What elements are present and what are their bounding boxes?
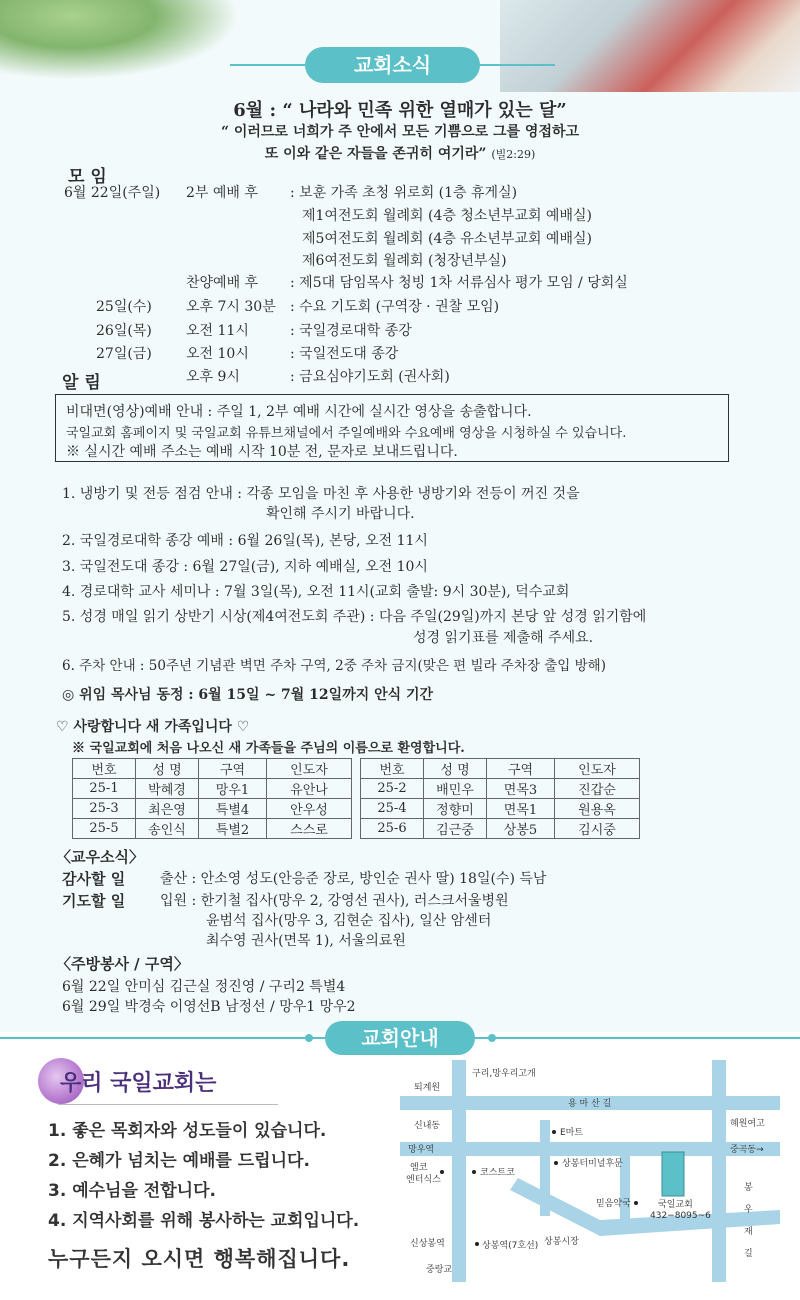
- map-road-inner: [540, 1120, 550, 1216]
- table-gap: [352, 759, 361, 779]
- map-dot-emco: [440, 1170, 444, 1174]
- map-road-main-vertical: [452, 1060, 466, 1282]
- kitchen-line1: 6월 22일 안미심 김근실 정진영 / 구리2 특별4: [62, 979, 346, 995]
- table-row: [73, 799, 640, 819]
- map-label-hyewon: 혜원여고: [730, 1119, 765, 1129]
- table-cell: 진갑순: [555, 779, 640, 799]
- map-label-top: 구리,망우리고개: [472, 1069, 536, 1079]
- map-label-gil: 길: [744, 1249, 753, 1259]
- notices-heading: 알 림: [62, 373, 101, 393]
- meeting-desc: : 국일전도대 종강: [290, 346, 399, 362]
- meeting-date: 26일(목): [96, 323, 152, 339]
- map-label-phone: 432−8095~6: [650, 1211, 711, 1221]
- table-cell: 김근중: [424, 819, 487, 839]
- choir-photo: [500, 0, 800, 92]
- meeting-desc: : 금요심야기도회 (권사회): [290, 369, 450, 385]
- church-building-icon: [662, 1152, 684, 1196]
- table-cell: 송인식: [136, 819, 199, 839]
- church-location-map: [400, 1060, 780, 1282]
- table-cell: 상봉5: [487, 819, 555, 839]
- prayer-1: 입원 : 한기철 집사(망우 2, 강영선 권사), 러스크서울병원: [160, 893, 509, 909]
- box-line3: ※ 실시간 예배 주소는 예배 시작 10분 전, 문자로 보내드립니다.: [66, 444, 458, 460]
- map-label-costco: 코스트코: [480, 1168, 515, 1178]
- box-line1: 비대면(영상)예배 안내 : 주일 1, 2부 예배 시간에 실시간 영상을 송출합니다.: [66, 404, 532, 420]
- meeting-desc: : 수요 기도회 (구역장 · 권찰 모임): [290, 299, 500, 315]
- table-header-cell: 구역: [199, 759, 267, 779]
- meeting-desc: : 보훈 가족 초청 위로회 (1층 휴게실): [290, 185, 518, 201]
- meeting-time: 2부 예배 후: [186, 185, 258, 201]
- meeting-date: 25일(수): [96, 299, 152, 315]
- meeting-desc: : 국일경로대학 종강: [290, 323, 412, 339]
- table-header-row: [73, 759, 640, 779]
- notice-5a: 5. 성경 매일 읽기 상반기 시상(제4여전도회 주관) : 다음 주일(29일)까지 본당 앞 성경 읽기함에: [62, 609, 647, 625]
- table-cell: 최은영: [136, 799, 199, 819]
- box-line2: 국일교회 홈페이지 및 국일교회 유튜브채널에서 주일예배와 수요예배 영상을 시청하실 수 있습니다.: [66, 426, 627, 441]
- table-gap: [352, 779, 361, 799]
- map-road-bongujae: [712, 1060, 726, 1282]
- guide-item-1: 1. 좋은 목회자와 성도들이 있습니다.: [48, 1121, 327, 1141]
- map-label-toegye: 퇴계원: [414, 1083, 441, 1093]
- map-label-sangbong7: 상봉역(7호선): [482, 1241, 539, 1251]
- map-label-woo: 우: [744, 1205, 753, 1215]
- notice-5b: 성경 읽기표를 제출해 주세요.: [413, 630, 594, 646]
- table-cell: 25-4: [361, 799, 424, 819]
- kitchen-heading: 〈주방봉사 / 구역〉: [56, 955, 189, 973]
- meeting-desc: 제6여전도회 월례회 (청장년부실): [302, 253, 507, 269]
- headline: 6월 : “ 나라와 민족 위한 열매가 있는 달”: [233, 100, 567, 121]
- table-cell: 망우1: [199, 779, 267, 799]
- map-road-sangbong: [510, 1178, 780, 1236]
- table-row: [73, 819, 640, 839]
- guide-dot-right: [488, 1034, 496, 1042]
- table-cell: 면목3: [487, 779, 555, 799]
- map-label-sinsangbong: 신상봉역: [410, 1239, 445, 1249]
- map-dot-costco: [472, 1170, 476, 1174]
- table-cell: 25-6: [361, 819, 424, 839]
- table-cell: 스스로: [267, 819, 352, 839]
- meeting-time: 오후 9시: [186, 369, 240, 385]
- map-label-sinnae: 신내동: [414, 1121, 441, 1131]
- table-header-cell: 번호: [73, 759, 136, 779]
- verse-line2: [0, 143, 800, 163]
- table-cell: 25-2: [361, 779, 424, 799]
- table-cell: 원용옥: [555, 799, 640, 819]
- title-line-right: [480, 64, 555, 66]
- meeting-date: 27일(금): [96, 346, 152, 362]
- meeting-time: 오후 7시 30분: [186, 299, 276, 315]
- map-label-yongmasan: 용 마 산 길: [568, 1099, 612, 1109]
- notice-6: 6. 주차 안내 : 50주년 기념관 벽면 주차 구역, 2중 주차 금지(맞은 편 빌라 주차장 출입 방해): [62, 658, 606, 674]
- map-label-emco2: 엔터식스: [406, 1175, 441, 1185]
- table-cell: 특별4: [199, 799, 267, 819]
- table-cell: 특별2: [199, 819, 267, 839]
- map-label-jungnang: 중랑교: [426, 1265, 453, 1275]
- map-label-terminal: 상봉터미널후문: [562, 1159, 623, 1169]
- meeting-desc: : 제5대 담임목사 청빙 1차 서류심사 평가 모임 / 당회실: [290, 275, 628, 291]
- table-row: [73, 779, 640, 799]
- guide-heading-underline: [58, 1104, 278, 1105]
- guide-slogan: 누구든지 오시면 행복해집니다.: [48, 1247, 351, 1271]
- map-label-jae: 재: [744, 1227, 753, 1237]
- table-cell: 박혜경: [136, 779, 199, 799]
- title-line-left: [230, 64, 305, 66]
- table-cell: 25-1: [73, 779, 136, 799]
- prayer-2: 윤범석 집사(망우 3, 김현순 집사), 일산 암센터: [206, 913, 492, 929]
- table-cell: 25-3: [73, 799, 136, 819]
- table-gap: [352, 799, 361, 819]
- guide-heading: 우리 국일교회는: [60, 1071, 217, 1096]
- map-label-mangu: 망우역: [408, 1145, 435, 1155]
- table-header-cell: 성 명: [136, 759, 199, 779]
- notice-1b: 확인해 주시기 바랍니다.: [266, 506, 415, 522]
- guide-item-4: 4. 지역사회를 위해 봉사하는 교회입니다.: [48, 1211, 360, 1231]
- notice-2: 2. 국일경로대학 종강 예배 : 6월 26일(목), 본당, 오전 11시: [62, 533, 428, 549]
- notice-4: 4. 경로대학 교사 세미나 : 7월 3일(목), 오전 11시(교회 출발: 9시 30분), 덕수교회: [62, 584, 570, 600]
- guide-item-2: 2. 은혜가 넘치는 예배를 드립니다.: [48, 1151, 310, 1171]
- table-header-cell: 인도자: [267, 759, 352, 779]
- meeting-time: 오전 11시: [186, 323, 249, 339]
- map-label-faith: 믿음약국: [596, 1199, 631, 1209]
- pastor-notice: ◎ 위임 목사님 동정 : 6월 15일 ~ 7월 12일까지 안식 기간: [62, 687, 434, 703]
- new-family-heading: ♡ 사랑합니다 새 가족입니다 ♡: [56, 719, 250, 735]
- meeting-date: 6월 22일(주일): [64, 185, 161, 201]
- map-label-junggok: 중곡동→: [730, 1145, 764, 1155]
- meeting-desc: 제1여전도회 월례회 (4층 청소년부교회 예배실): [302, 208, 592, 224]
- kitchen-line2: 6월 29일 박경숙 이영선B 남정선 / 망우1 망우2: [62, 999, 356, 1015]
- table-gap: [352, 819, 361, 839]
- new-family-sub: ※ 국일교회에 처음 나오신 새 가족들을 주님의 이름으로 환영합니다.: [72, 741, 465, 756]
- table-cell: 25-5: [73, 819, 136, 839]
- table-cell: 면목1: [487, 799, 555, 819]
- meeting-time: 찬양예배 후: [186, 275, 259, 291]
- members-news-heading: 〈교우소식〉: [56, 848, 144, 866]
- meeting-desc: 제5여전도회 월례회 (4층 유소년부교회 예배실): [302, 231, 592, 247]
- table-cell: 정향미: [424, 799, 487, 819]
- map-label-church: 국일교회: [658, 1200, 693, 1210]
- leaves-decoration: [0, 0, 240, 80]
- meeting-time: 오전 10시: [186, 346, 249, 362]
- verse-ref: (빌2:29): [491, 148, 536, 161]
- section-title: 교회소식: [305, 47, 480, 83]
- table-header-cell: 성 명: [424, 759, 487, 779]
- table-cell: 김시중: [555, 819, 640, 839]
- map-label-emart: E마트: [560, 1128, 584, 1138]
- prayer-label: 기도할 일: [62, 892, 126, 910]
- prayer-3: 최수영 권사(면목 1), 서울의료원: [206, 933, 406, 949]
- map-dot-faith: [634, 1201, 638, 1205]
- new-family-table: [72, 758, 640, 839]
- table-header-cell: 인도자: [555, 759, 640, 779]
- map-dot-sangbong7: [475, 1242, 479, 1246]
- guide-item-3: 3. 예수님을 전합니다.: [48, 1181, 216, 1201]
- notice-3: 3. 국일전도대 종강 : 6월 27일(금), 지하 예배실, 오전 10시: [62, 559, 428, 575]
- table-cell: 안우성: [267, 799, 352, 819]
- verse-text: 또 이와 같은 자들을 존귀히 여기라”: [264, 146, 487, 162]
- meetings-heading: 모 임: [68, 167, 107, 187]
- thanks-text: 출산 : 안소영 성도(안응준 장로, 방인순 권사 딸) 18일(수) 득남: [160, 871, 547, 887]
- table-header-cell: 구역: [487, 759, 555, 779]
- notice-1a: 1. 냉방기 및 전등 점검 안내 : 각종 모임을 마친 후 사용한 냉방기와 전등이 꺼진 것을: [62, 486, 580, 502]
- map-dot-terminal: [554, 1161, 558, 1165]
- new-family-table-body: [73, 759, 640, 839]
- table-header-cell: 번호: [361, 759, 424, 779]
- verse-line1: “ 이러므로 너희가 주 안에서 모든 기쁨으로 그를 영접하고: [220, 124, 580, 140]
- map-label-market: 상봉시장: [544, 1237, 579, 1247]
- map-label-bong: 봉: [744, 1183, 753, 1193]
- guide-dot-left: [305, 1034, 313, 1042]
- table-cell: 배민우: [424, 779, 487, 799]
- map-dot-emart: [552, 1130, 556, 1134]
- thanks-label: 감사할 일: [62, 870, 126, 888]
- guide-title: 교회안내: [325, 1021, 475, 1055]
- map-label-emco: 엠코: [410, 1163, 428, 1173]
- table-cell: 유안나: [267, 779, 352, 799]
- online-worship-box: [55, 394, 729, 462]
